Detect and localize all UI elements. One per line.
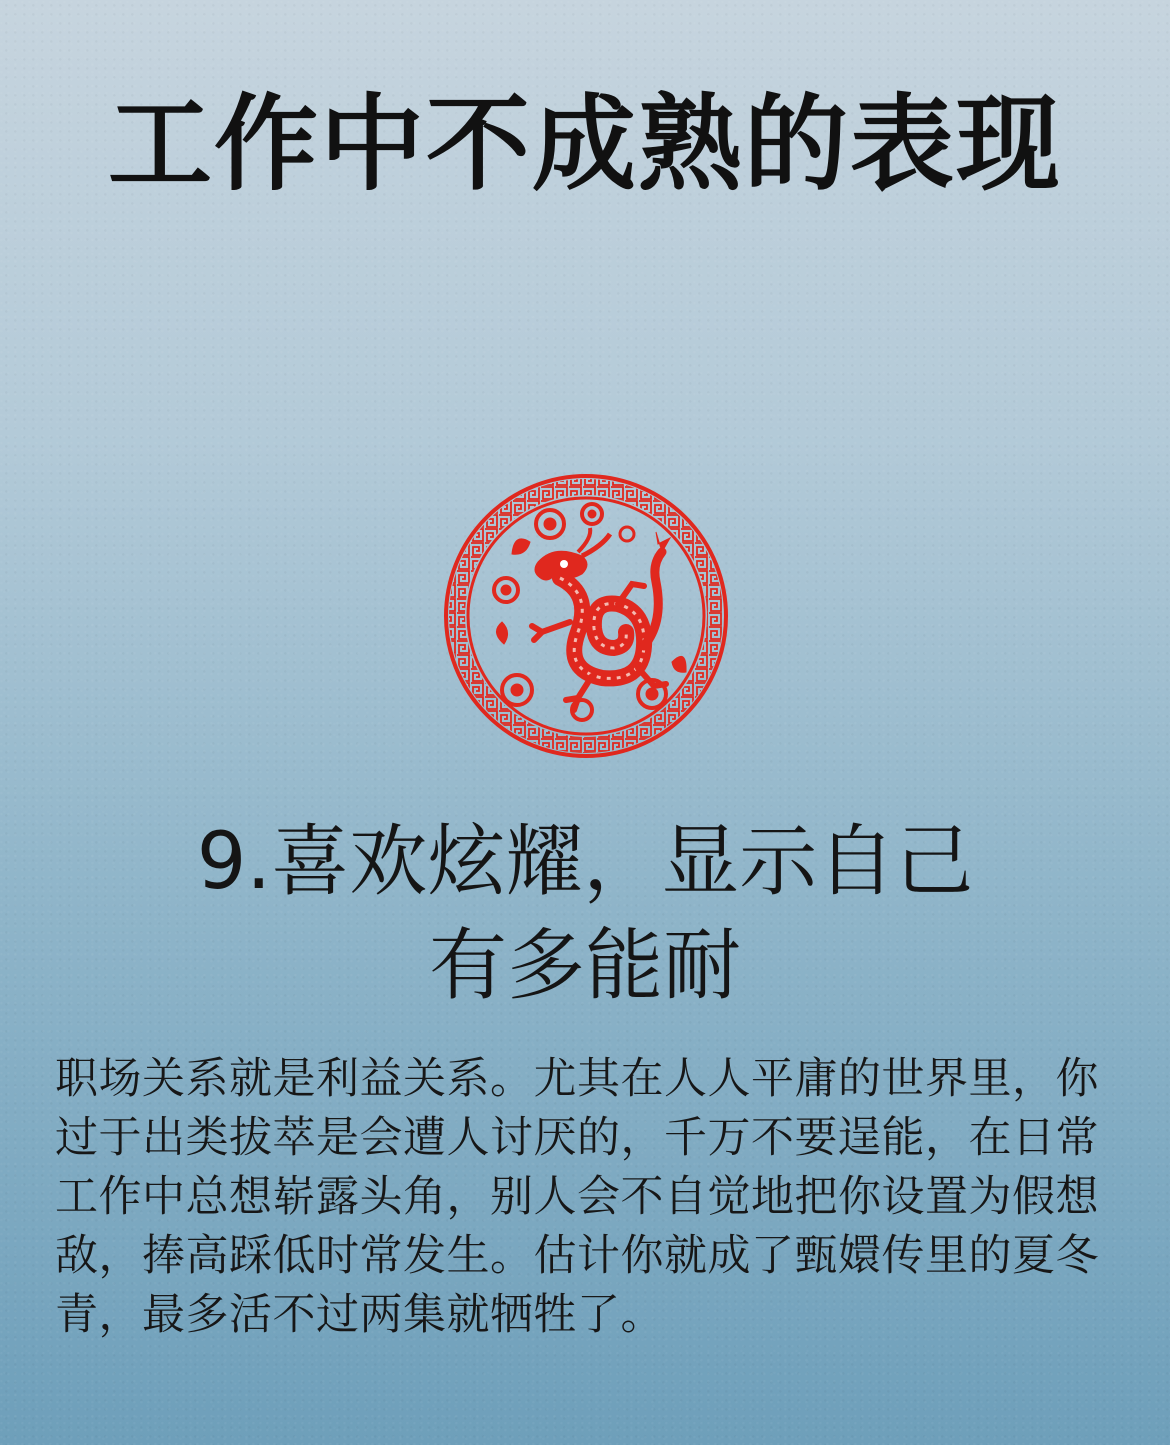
body-paragraph: 职场关系就是利益关系。尤其在人人平庸的世界里，你过于出类拔萃是会遭人讨厌的，千万不要逞能，在日常工作中总想崭露头角，别人会不自觉地把你设置为假想敌，捧高踩低时常发生。估计你就成了甄嬛传里的夏冬青，最多活不过两集就牺牲了。 [55, 1054, 1099, 1340]
section-heading [0, 810, 1170, 1018]
section-heading-line-2: 有多能耐 [428, 921, 741, 1011]
dragon-papercut-seal-icon [442, 472, 730, 760]
main-title: 工作中不成熟的表现 [107, 83, 1062, 205]
section-heading-line-1: 9.喜欢炫耀，显示自己 [196, 817, 974, 907]
